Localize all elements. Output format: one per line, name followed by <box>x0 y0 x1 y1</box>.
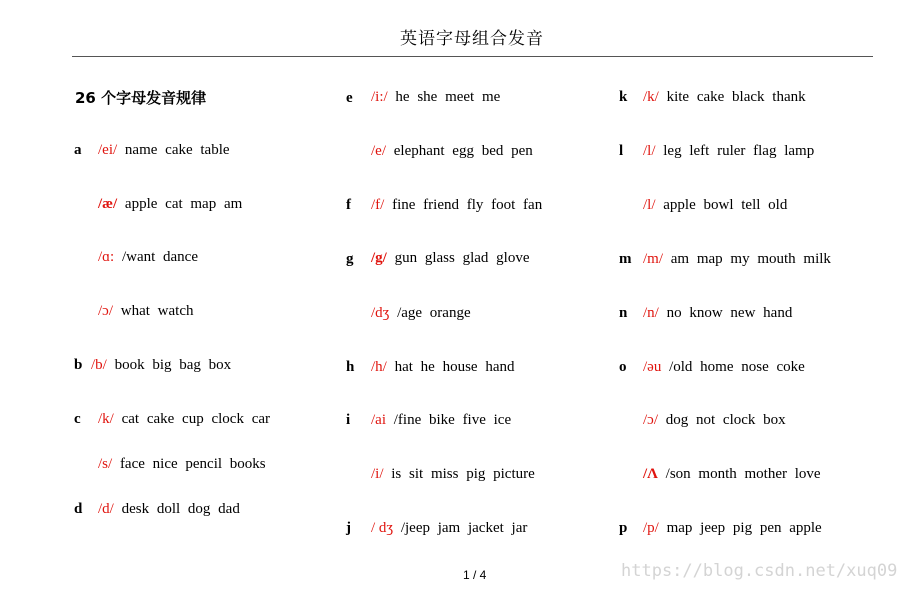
ipa: /f/ <box>371 197 385 213</box>
example-words: /son month mother love <box>657 466 821 482</box>
page-number: 1 / 4 <box>463 568 487 582</box>
line-e2 <box>371 143 533 160</box>
ipa: /n/ <box>643 305 659 321</box>
line-l1 <box>643 143 814 160</box>
example-words: cat cake cup clock car <box>113 411 271 427</box>
header-divider <box>72 56 873 57</box>
line-a1 <box>98 142 230 159</box>
letter-b: b <box>74 357 83 373</box>
line-i2 <box>371 466 535 483</box>
example-words: dog not clock box <box>658 412 786 428</box>
line-n1 <box>643 305 792 322</box>
example-words: book big bag box <box>106 357 232 373</box>
example-words: am map my mouth milk <box>663 251 831 267</box>
ipa: /ei/ <box>98 142 118 158</box>
ipa: /əu <box>643 359 662 375</box>
line-g2 <box>371 305 471 322</box>
example-words: apple bowl tell old <box>655 197 788 213</box>
ipa: /ɑ: <box>98 249 115 265</box>
ipa: /m/ <box>643 251 664 267</box>
letter-g: g <box>346 251 354 267</box>
example-words: what watch <box>113 303 194 319</box>
ipa: /g/ <box>371 250 387 266</box>
line-j1 <box>371 520 527 537</box>
ipa: /b/ <box>91 357 107 373</box>
letter-m: m <box>619 251 632 267</box>
line-c2 <box>98 456 266 473</box>
ipa: /s/ <box>98 456 113 472</box>
ipa: /e/ <box>371 143 386 159</box>
letter-c: c <box>74 411 81 427</box>
letter-i: i <box>346 412 351 428</box>
letter-d: d <box>74 501 83 517</box>
example-words: hat he house hand <box>386 359 515 375</box>
line-k1 <box>643 89 806 106</box>
example-words: elephant egg bed pen <box>386 143 533 159</box>
ipa: /l/ <box>643 197 656 213</box>
ipa: /Λ <box>643 466 658 482</box>
line-e1 <box>371 89 500 106</box>
ipa: /k/ <box>643 89 659 105</box>
example-words: /old home nose coke <box>661 359 805 375</box>
example-words: he she meet me <box>387 89 501 105</box>
letter-n: n <box>619 305 628 321</box>
ipa: /dʒ <box>371 305 390 321</box>
letter-j: j <box>346 520 351 536</box>
letter-f: f <box>346 197 351 213</box>
letter-k: k <box>619 89 628 105</box>
letter-a: a <box>74 142 82 158</box>
line-b1 <box>91 357 231 374</box>
watermark: https://blog.csdn.net/xuq09 <box>621 561 898 581</box>
example-words: kite cake black thank <box>658 89 806 105</box>
line-f1 <box>371 197 542 214</box>
line-c1 <box>98 411 270 428</box>
example-words: fine friend fly foot fan <box>384 197 543 213</box>
example-words: /age orange <box>389 305 471 321</box>
example-words: /want dance <box>114 249 198 265</box>
line-a3 <box>98 249 198 266</box>
letter-h: h <box>346 359 355 375</box>
example-words: no know new hand <box>658 305 793 321</box>
example-words: leg left ruler flag lamp <box>655 143 815 159</box>
ipa: /l/ <box>643 143 656 159</box>
ipa: /ai <box>371 412 386 428</box>
example-words: is sit miss pig picture <box>383 466 535 482</box>
line-l2 <box>643 197 787 214</box>
example-words: map jeep pig pen apple <box>658 520 822 536</box>
section-title: 26 个字母发音规律 <box>75 89 207 107</box>
line-p1 <box>643 520 822 537</box>
line-o2 <box>643 412 786 429</box>
ipa: /p/ <box>643 520 659 536</box>
example-words: desk doll dog dad <box>113 501 240 517</box>
ipa: /i:/ <box>371 89 388 105</box>
ipa: / dʒ <box>371 520 394 536</box>
ipa: /ɔ/ <box>643 412 658 428</box>
line-a4 <box>98 303 193 320</box>
line-a2 <box>98 196 242 213</box>
letter-p: p <box>619 520 628 536</box>
line-o3 <box>643 466 821 483</box>
example-words: gun glass glad glove <box>386 250 530 266</box>
line-g1 <box>371 250 530 267</box>
letter-l: l <box>619 143 624 159</box>
ipa: /d/ <box>98 501 114 517</box>
letter-o: o <box>619 359 627 375</box>
example-words: /jeep jam jacket jar <box>393 520 528 536</box>
ipa: /i/ <box>371 466 384 482</box>
example-words: /fine bike five ice <box>386 412 512 428</box>
example-words: name cake table <box>117 142 230 158</box>
line-o1 <box>643 359 805 376</box>
example-words: apple cat map am <box>117 196 243 212</box>
page-title: 英语字母组合发音 <box>400 29 544 49</box>
line-d1 <box>98 501 240 518</box>
line-h1 <box>371 359 514 376</box>
ipa: /æ/ <box>98 196 118 212</box>
example-words: face nice pencil books <box>112 456 266 472</box>
ipa: /k/ <box>98 411 114 427</box>
ipa: /ɔ/ <box>98 303 113 319</box>
line-i1 <box>371 412 511 429</box>
ipa: /h/ <box>371 359 387 375</box>
letter-e: e <box>346 90 353 106</box>
line-m1 <box>643 251 831 268</box>
